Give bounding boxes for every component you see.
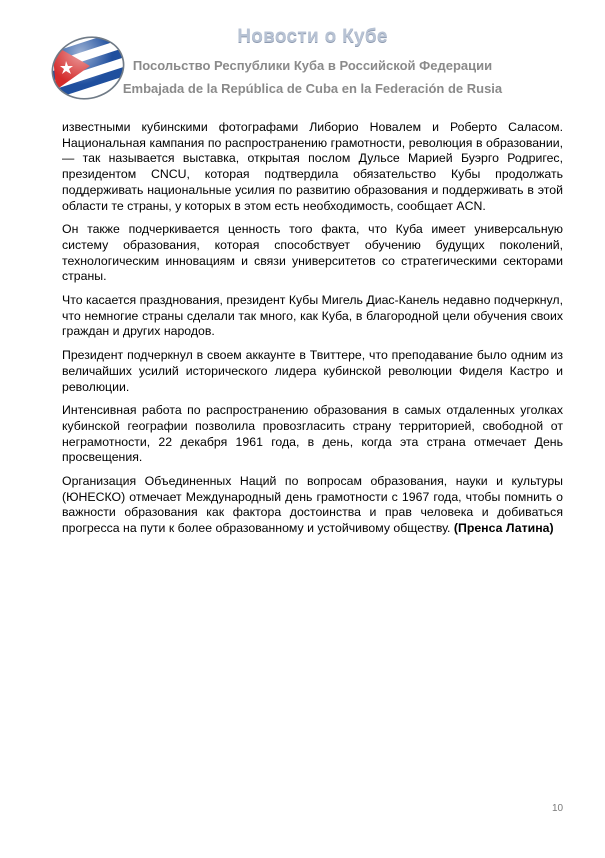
article-paragraph: Что касается празднования, президент Кубы Мигель Диас-Канель недавно подчеркнул, что немногие страны сделали так много, как Куба, в благородной цели обучения своих граждан и других народов. (62, 293, 563, 339)
article-source: (Пренса Латина) (453, 521, 554, 536)
article-paragraph-text: Организация Объединенных Наций по вопросам образования, науки и культуры (ЮНЕСКО) отмечает Международный день грамотности с 1967 года, чтобы помнить о важности образования как фактора достоинства и прав человека и добиваться прогресса на пути к более образованному и устойчивому обществу. (62, 474, 563, 536)
header-subtitle-spanish: Embajada de la República de Cuba en la Federación de Rusia (122, 81, 503, 96)
article-paragraph: Он также подчеркивается ценность того факта, что Куба имеет универсальную систему образования, которая способствует обучению будущих поколений, технологическим инновациям и связи университетов со стратегическими секторами страны. (62, 222, 563, 284)
article-body (62, 120, 563, 545)
article-paragraph: известными кубинскими фотографами Либорио Новалем и Роберто Саласом. Национальная кампания по распространению грамотности, революция в образовании, — так называется выставка, открытая послом Дульсе Марией Буэрго Родригес, президентом CNCU, которая подтвердила обязательство Кубы продолжать поддерживать национальные усилия по развитию образования и поддерживать в этой области те страны, у которых в этом есть необходимость, сообщает ACN. (62, 120, 563, 213)
article-paragraph: Президент подчеркнул в своем аккаунте в Твиттере, что преподавание было одним из величайших усилий исторического лидера кубинской революции Фиделя Кастро и революции. (62, 348, 563, 394)
header-subtitle-russian: Посольство Республики Куба в Российской Федерации (132, 58, 493, 73)
page-title: Новости о Кубе (237, 26, 388, 47)
article-paragraph: Интенсивная работа по распространению образования в самых отдаленных уголках кубинской географии позволила провозгласить страну территорией, свободной от неграмотности, 22 декабря 1961 года, в день, когда эта страна отмечает День просвещения. (62, 403, 563, 465)
page-header (0, 0, 605, 110)
page-number: 10 (552, 803, 564, 814)
article-paragraph-last (62, 474, 563, 537)
